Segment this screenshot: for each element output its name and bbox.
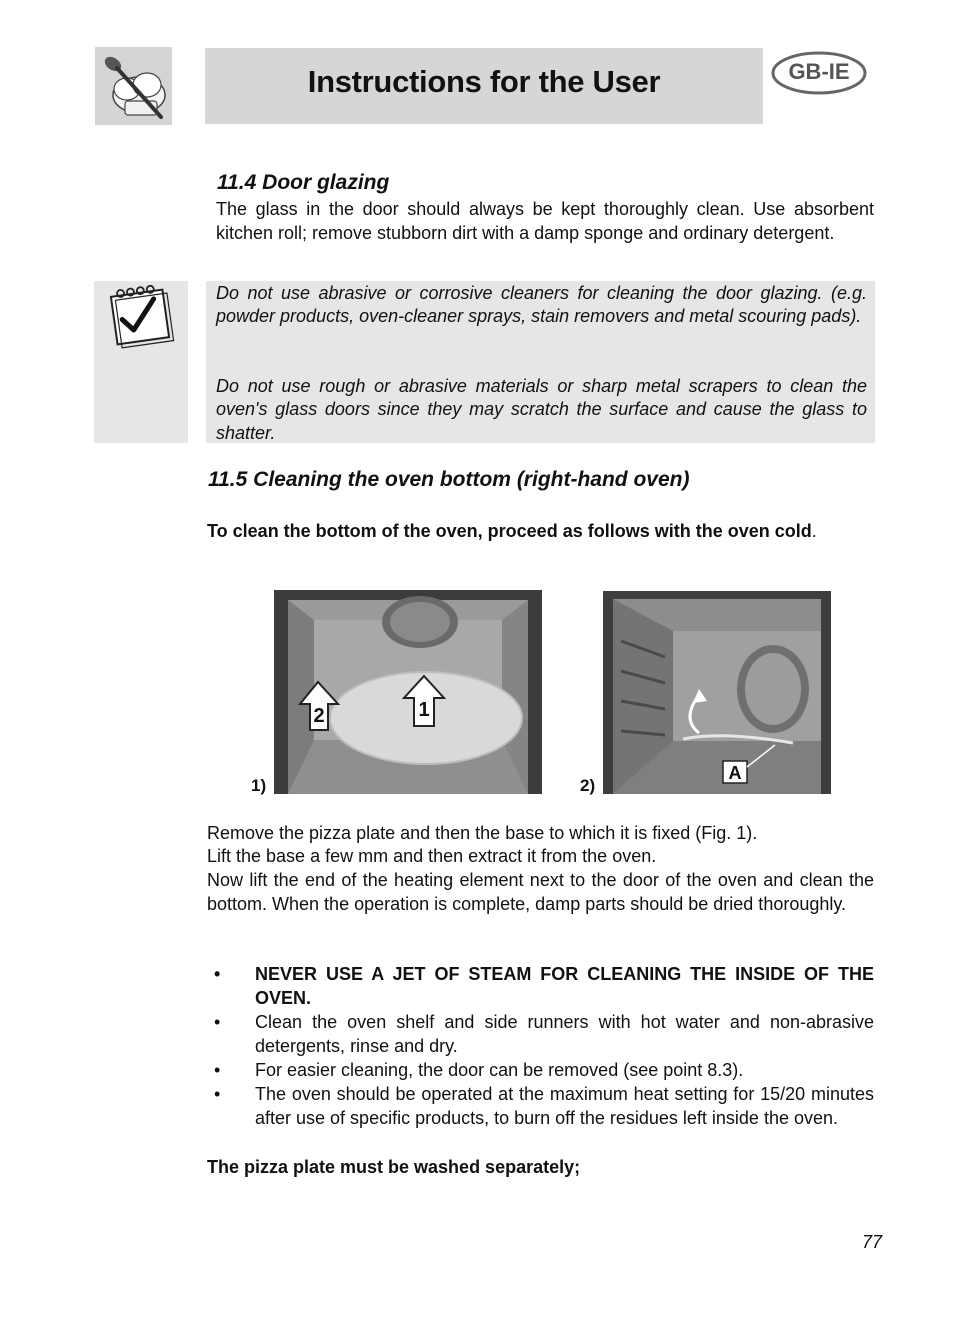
instruction-line-1: Remove the pizza plate and then the base to which it is fixed (Fig. 1).: [207, 823, 758, 843]
notepad-checkmark-icon: [94, 281, 188, 361]
oven-bottom-intro: [207, 520, 874, 544]
region-badge: [770, 50, 868, 96]
closing-note: The pizza plate must be washed separately;: [207, 1157, 581, 1177]
page-title: Instructions for the User: [307, 64, 661, 99]
intro-bold-text: To clean the bottom of the oven, proceed as follows with the oven cold: [207, 521, 812, 541]
cleaning-bullet-list: [207, 962, 874, 1130]
note-icon-panel: [94, 281, 188, 443]
bullet-text: NEVER USE A JET OF STEAM FOR CLEANING THE INSIDE OF THE OVEN.: [255, 964, 874, 1008]
instruction-line-3: Now lift the end of the heating element next to the door of the oven and clean the bottom. When the operation is complete, damp parts should be dried thoroughly.: [207, 870, 874, 914]
chef-hat-spoon-icon: [95, 47, 172, 125]
list-item: • The oven should be operated at the maximum heat setting for 15/20 minutes after use of specific products, to burn off the residues left inside the oven.: [214, 1084, 874, 1128]
figure-1-oven-pizza-plate: [274, 590, 542, 794]
section-heading-door-glazing: 11.4 Door glazing: [217, 171, 390, 194]
warning-note: [206, 281, 875, 443]
figure-1-arrow-2-label: 2: [313, 705, 325, 727]
intro-period: .: [811, 521, 817, 541]
page-number: 77: [861, 1232, 882, 1252]
list-item: • For easier cleaning, the door can be removed (see point 8.3).: [214, 1060, 744, 1080]
figure-2-oven-heating-element: [603, 591, 831, 794]
door-glazing-text: The glass in the door should always be kept thoroughly clean. Use absorbent kitchen roll; remove stubborn dirt with a damp sponge and ordinary detergent.: [216, 199, 874, 243]
section-heading-oven-bottom: 11.5 Cleaning the oven bottom (right-hand oven): [208, 468, 690, 491]
instruction-line-2: Lift the base a few mm and then extract it from the oven.: [207, 846, 657, 866]
bullet-text: For easier cleaning, the door can be removed (see point 8.3).: [255, 1060, 744, 1080]
bullet-text: Clean the oven shelf and side runners with hot water and non-abrasive detergents, rinse and dry.: [255, 1012, 874, 1056]
note-paragraph-scrapers: Do not use rough or abrasive materials or sharp metal scrapers to clean the oven's glass doors since they may scratch the surface and cause the glass to shatter.: [216, 376, 867, 443]
figure-2-callout-a: A: [728, 763, 742, 783]
list-item: • NEVER USE A JET OF STEAM FOR CLEANING THE INSIDE OF THE OVEN.: [214, 964, 874, 1008]
region-badge-text: GB-IE: [788, 59, 850, 84]
bullet-text: The oven should be operated at the maximum heat setting for 15/20 minutes after use of specific products, to burn off the residues left inside the oven.: [255, 1084, 874, 1128]
note-paragraph-cleaners: Do not use abrasive or corrosive cleaners for cleaning the door glazing. (e.g. powder products, oven-cleaner sprays, stain removers and metal scouring pads).: [216, 283, 867, 327]
figure-2-label: 2): [580, 776, 596, 795]
list-item: • Clean the oven shelf and side runners with hot water and non-abrasive detergents, rinse and dry.: [214, 1012, 874, 1056]
figure-1-label: 1): [251, 776, 267, 795]
brand-logo: [95, 47, 172, 125]
figure-1-arrow-1-label: 1: [418, 699, 430, 721]
header-banner: [205, 48, 763, 124]
